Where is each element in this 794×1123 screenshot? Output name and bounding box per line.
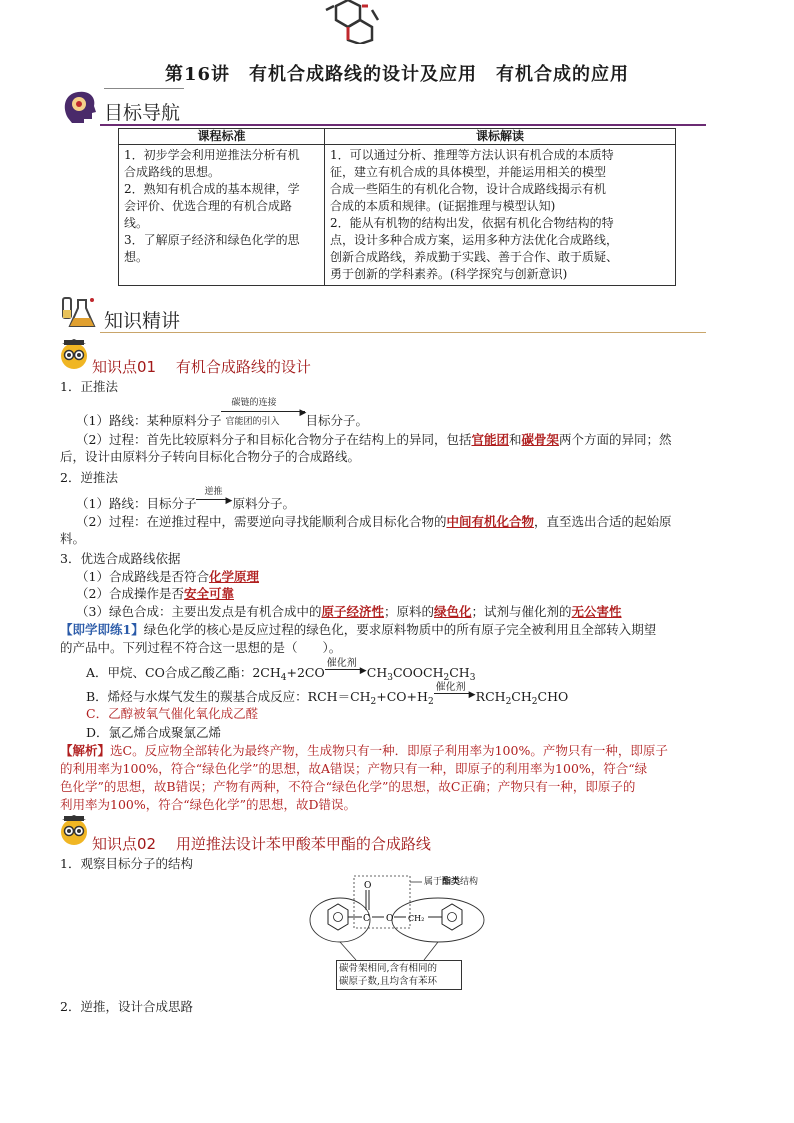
forward-process-line bbox=[76, 431, 672, 448]
logo-hexagon-icon bbox=[322, 0, 384, 44]
text-span: CHO bbox=[537, 689, 569, 704]
arrow-shaft bbox=[325, 669, 363, 670]
text-span: ，直至选出合适的起始原 bbox=[533, 514, 672, 529]
arrow-label-top: 碳链的连接 bbox=[231, 398, 277, 408]
text-span: （1）合成路线是否符合 bbox=[76, 569, 209, 584]
arrow-head-icon: ▶ bbox=[299, 408, 307, 418]
arrow-head-icon: ▶ bbox=[225, 496, 233, 506]
flask-icon bbox=[58, 294, 98, 332]
text-span: CH bbox=[449, 665, 470, 680]
carbon-atom: C bbox=[363, 914, 370, 924]
table-row bbox=[119, 145, 676, 286]
reverse-process-line-2: 料。 bbox=[60, 531, 86, 546]
table-header-row bbox=[119, 129, 676, 145]
subscript: 2 bbox=[427, 697, 434, 707]
exercise-question-line-1 bbox=[60, 621, 656, 638]
arrow-shaft bbox=[221, 411, 305, 412]
subscript: 3 bbox=[387, 673, 393, 683]
oxygen-atom-2: O bbox=[386, 914, 394, 924]
text-span: +CO+H bbox=[376, 689, 428, 704]
text-line: 勇于创新的学科素养。(科学探究与创新意识) bbox=[330, 267, 568, 281]
heading-observe-structure: 1．观察目标分子的结构 bbox=[60, 856, 193, 871]
exercise-question-line-2: 的产品中。下列过程不符合这一思想的是（ ）。 bbox=[60, 640, 342, 655]
note-line: 碳原子数,且均含有苯环 bbox=[339, 976, 438, 987]
benzene-ring-right bbox=[442, 904, 462, 930]
text-span: 属于 bbox=[424, 877, 443, 887]
left-ring-ellipse bbox=[310, 898, 370, 942]
reverse-process-line bbox=[76, 513, 672, 530]
keyword-functional-group: 官能团 bbox=[471, 432, 509, 447]
text-span: 原料分子。 bbox=[232, 496, 295, 511]
heading-forward-method: 1．正推法 bbox=[60, 379, 118, 394]
owl-icon bbox=[58, 814, 90, 846]
note-line: 碳骨架相同,含有相同的 bbox=[339, 963, 438, 974]
text-span: （2）过程：在逆推过程中，需要逆向寻找能顺利合成目标化合物的 bbox=[76, 514, 447, 529]
heading-optimization: 3．优选合成路线依据 bbox=[60, 551, 181, 566]
reverse-route-line bbox=[76, 487, 295, 513]
ester-label bbox=[424, 874, 478, 887]
criterion-3 bbox=[76, 603, 622, 620]
text-line: 会评价、优选合理的有机合成路 bbox=[124, 199, 293, 213]
reverse-arrow bbox=[196, 487, 233, 513]
route-arrow bbox=[221, 398, 307, 430]
option-a bbox=[86, 658, 476, 687]
text-line: 线。 bbox=[124, 216, 149, 230]
title-underline bbox=[104, 88, 184, 89]
catalyst-arrow bbox=[325, 658, 367, 682]
oxygen-atom: O bbox=[364, 881, 372, 891]
subscript: 2 bbox=[505, 697, 512, 707]
table-cell-standard bbox=[119, 145, 325, 286]
text-span: +2CO bbox=[286, 665, 325, 680]
text-span: 酯类 bbox=[442, 877, 461, 887]
keyword-safe: 安全可靠 bbox=[183, 586, 234, 601]
standards-table bbox=[118, 128, 676, 286]
section-divider bbox=[100, 332, 706, 333]
keyword-green: 绿色化 bbox=[434, 604, 472, 619]
forward-route-line bbox=[76, 398, 368, 430]
page-title: 第16讲 有机合成路线的设计及应用 有机合成的应用 bbox=[164, 64, 630, 85]
text-line: 2．熟知有机合成的基本规律，学 bbox=[124, 182, 300, 196]
keyword-atom-economy: 原子经济性 bbox=[321, 604, 384, 619]
criterion-2 bbox=[76, 585, 234, 602]
text-line: 创新合成路线，养成勤于实践、善于合作、敢于质疑、 bbox=[330, 250, 619, 264]
catalyst-label: 催化剂 bbox=[435, 682, 466, 693]
catalyst-label: 催化剂 bbox=[326, 658, 357, 669]
arrow-head-icon: ▶ bbox=[468, 690, 476, 700]
knowledge-point-1-title: 知识点01 有机合成路线的设计 bbox=[92, 358, 311, 376]
subscript: 3 bbox=[469, 673, 476, 683]
arrow-shaft bbox=[196, 499, 228, 500]
text-span: ；原料的 bbox=[383, 604, 434, 619]
section-heading-goals: 目标导航 bbox=[104, 102, 181, 124]
forward-process-line-2: 后，设计由原料分子转向目标化合物分子的合成路线。 bbox=[60, 449, 361, 464]
catalyst-arrow bbox=[434, 682, 476, 706]
keyword-harmless: 无公害性 bbox=[571, 604, 622, 619]
text-span: 绿色化学的核心是反应过程的绿色化，要求原料物质中的所有原子完全被利用且全部转入期望 bbox=[143, 622, 657, 637]
exercise-tag: 【即学即练1】 bbox=[60, 622, 144, 637]
text-line: 点，设计多种合成方案，运用多种方法优化合成路线， bbox=[330, 233, 619, 247]
subscript: 2 bbox=[443, 673, 450, 683]
ch2-group: CH₂ bbox=[408, 914, 425, 923]
text-span: CH bbox=[366, 665, 388, 680]
answer-tag: 【解析】 bbox=[60, 743, 111, 758]
answer-line-4: 利用率为100%，符合“绿色化学”的思想，故D错误。 bbox=[60, 797, 357, 812]
text-span: 选C。反应物全部转化为最终产物，生成物只有一种．即原子利用率为100%。产物只有一种，即原子 bbox=[110, 743, 668, 758]
knowledge-point-2-title: 知识点02 用逆推法设计苯甲酸苯甲酯的合成路线 bbox=[92, 835, 431, 853]
brain-head-icon bbox=[60, 88, 98, 124]
text-line: 2．能从有机物的结构出发，依据有机化合物结构的特 bbox=[330, 216, 614, 230]
route-suffix: 目标分子。 bbox=[305, 413, 368, 428]
text-span: A．甲烷、CO合成乙酸乙酯：2CH bbox=[86, 665, 281, 680]
text-line: 3．了解原子经济和绿色化学的思 bbox=[124, 233, 300, 247]
text-span: （2）合成操作是否 bbox=[76, 586, 184, 601]
subscript: 4 bbox=[280, 673, 287, 683]
text-span: COOCH bbox=[392, 665, 444, 680]
text-span: B．烯烃与水煤气发生的羰基合成反应：RCH＝CH bbox=[86, 689, 371, 704]
keyword-intermediate: 中间有机化合物 bbox=[446, 514, 534, 529]
keyword-principle: 化学原理 bbox=[208, 569, 259, 584]
table-cell-interpretation bbox=[325, 145, 676, 286]
section-divider bbox=[100, 124, 706, 126]
heading-reverse-design: 2．逆推，设计合成思路 bbox=[60, 999, 193, 1014]
subscript: 2 bbox=[370, 697, 377, 707]
arrow-head-icon: ▶ bbox=[359, 666, 367, 676]
subscript: 2 bbox=[531, 697, 538, 707]
section-heading-knowledge: 知识精讲 bbox=[104, 310, 181, 332]
table-header-interpretation: 课标解读 bbox=[325, 129, 676, 145]
text-span: 结构 bbox=[460, 877, 479, 887]
table-header-standard: 课程标准 bbox=[119, 129, 325, 145]
text-span: （1）路线：目标分子 bbox=[76, 496, 197, 511]
text-line: 1．可以通过分析、推理等方法认识有机合成的本质特 bbox=[330, 148, 614, 162]
text-line: 合成的本质和规律。(证据推理与模型认知) bbox=[330, 199, 556, 213]
answer-line-1 bbox=[60, 742, 668, 759]
text-line: 1．初步学会利用逆推法分析有机 bbox=[124, 148, 300, 162]
heading-reverse-method: 2．逆推法 bbox=[60, 470, 118, 485]
keyword-carbon-skeleton: 碳骨架 bbox=[521, 432, 560, 447]
text-span: （2）过程：首先比较原料分子和目标化合物分子在结构上的异同，包括 bbox=[76, 432, 472, 447]
text-line: 征，建立有机合成的具体模型，并能运用相关的模型 bbox=[330, 165, 607, 179]
arrow-shaft bbox=[434, 693, 472, 694]
text-span: （3）绿色合成：主要出发点是有机合成中的 bbox=[76, 604, 322, 619]
route-prefix: （1）路线：某种原料分子 bbox=[76, 413, 222, 428]
option-d: D．氯乙烯合成聚氯乙烯 bbox=[86, 725, 222, 740]
structure-note-box bbox=[336, 960, 462, 990]
answer-line-2: 的利用率为100%，符合“绿色化学”的思想，故A错误；产物只有一种，即原子的利用率为100%，符合“绿 bbox=[60, 761, 648, 776]
owl-icon bbox=[58, 338, 90, 370]
text-line: 合成路线的思想。 bbox=[124, 165, 221, 179]
option-c: C．乙醇被氧气催化氧化成乙醛 bbox=[86, 706, 259, 721]
criterion-1 bbox=[76, 568, 259, 585]
arrow-label-bottom: 官能团的引入 bbox=[225, 417, 280, 427]
text-span: 和 bbox=[508, 432, 522, 447]
text-span: CH bbox=[511, 689, 532, 704]
right-ring-ellipse bbox=[392, 898, 484, 942]
arrow-label-top: 逆推 bbox=[204, 487, 223, 497]
text-line: 合成一些陌生的有机化合物，设计合成路线揭示有机 bbox=[330, 182, 607, 196]
text-line: 想。 bbox=[124, 250, 149, 264]
text-span: 两个方面的异同；然 bbox=[559, 432, 672, 447]
text-span: RCH bbox=[475, 689, 506, 704]
text-span: ；试剂与催化剂的 bbox=[471, 604, 572, 619]
benzene-ring-left bbox=[328, 904, 348, 930]
answer-line-3: 色化学”的思想，故B错误；产物有两种，不符合“绿色化学”的思想，故C正确；产物只有一种，即原子的 bbox=[60, 779, 636, 794]
